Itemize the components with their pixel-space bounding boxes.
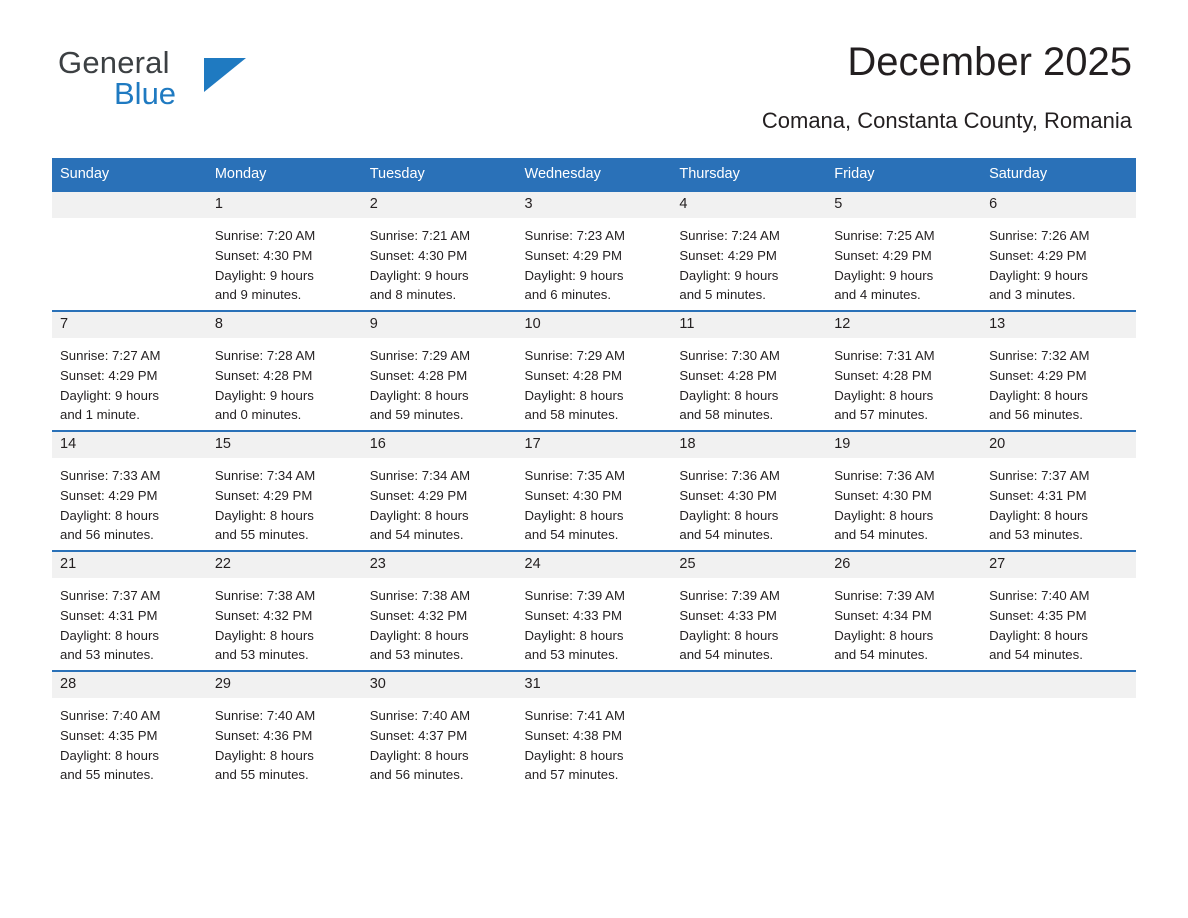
weekday-header-thursday: Thursday <box>671 158 826 191</box>
day-sun-info-line: and 6 minutes. <box>524 287 612 303</box>
day-number: 30 <box>362 672 517 698</box>
day-sun-info-line: Sunset: 4:34 PM <box>834 607 932 623</box>
day-number <box>52 192 207 218</box>
calendar-day-cell[interactable] <box>517 671 672 790</box>
calendar-day-cell[interactable] <box>671 311 826 431</box>
day-sun-info <box>671 578 826 665</box>
day-sun-info-line: Daylight: 8 hours <box>989 507 1089 523</box>
day-sun-info <box>517 218 672 305</box>
day-sun-info-line: Sunrise: 7:29 AM <box>524 348 625 363</box>
day-sun-info-line: Daylight: 8 hours <box>834 387 934 403</box>
calendar-day-cell[interactable] <box>517 431 672 551</box>
weekday-header-saturday: Saturday <box>981 158 1136 191</box>
day-number: 12 <box>826 312 981 338</box>
day-sun-info <box>517 458 672 545</box>
day-sun-info-line: Daylight: 8 hours <box>60 747 159 763</box>
day-sun-info-line: and 9 minutes. <box>214 287 302 303</box>
day-number: 22 <box>207 552 362 578</box>
day-sun-info-line: and 53 minutes. <box>524 647 619 663</box>
day-sun-info-line: Sunset: 4:29 PM <box>834 247 932 263</box>
day-number: 10 <box>517 312 672 338</box>
calendar-day-cell[interactable] <box>981 191 1136 311</box>
calendar-day-cell <box>52 191 207 311</box>
day-number: 3 <box>517 192 672 218</box>
day-sun-info-line: Daylight: 8 hours <box>369 627 469 643</box>
day-sun-info-line: Sunrise: 7:24 AM <box>679 228 780 243</box>
day-sun-info <box>981 578 1136 665</box>
day-sun-info <box>981 218 1136 305</box>
day-number: 19 <box>826 432 981 458</box>
day-sun-info-line: Daylight: 8 hours <box>524 627 624 643</box>
day-sun-info-line: Sunrise: 7:36 AM <box>834 468 935 483</box>
day-sun-info-line: Sunrise: 7:25 AM <box>834 228 935 243</box>
day-sun-info-line: Daylight: 8 hours <box>989 387 1089 403</box>
calendar-day-cell[interactable] <box>671 431 826 551</box>
logo-text-blue: Blue <box>114 76 177 111</box>
day-number: 9 <box>362 312 517 338</box>
day-sun-info-line: Daylight: 9 hours <box>989 267 1089 283</box>
calendar-day-cell[interactable] <box>362 191 517 311</box>
calendar-week-row <box>52 431 1136 551</box>
calendar-week-row <box>52 551 1136 671</box>
day-number: 2 <box>362 192 517 218</box>
day-number: 27 <box>981 552 1136 578</box>
calendar-body <box>52 191 1136 790</box>
day-sun-info-line: and 54 minutes. <box>679 527 774 543</box>
calendar-day-cell[interactable] <box>826 191 981 311</box>
day-sun-info-line: and 54 minutes. <box>679 647 774 663</box>
day-sun-info-line: and 53 minutes. <box>989 527 1083 543</box>
day-sun-info-line: Sunset: 4:30 PM <box>834 487 932 503</box>
calendar-day-cell[interactable] <box>826 431 981 551</box>
day-number: 25 <box>671 552 826 578</box>
day-sun-info-line: Sunset: 4:30 PM <box>524 487 623 503</box>
day-sun-info <box>207 338 362 425</box>
day-sun-info-line: Daylight: 8 hours <box>679 627 779 643</box>
day-sun-info-line: and 57 minutes. <box>834 407 929 423</box>
day-sun-info-line: and 55 minutes. <box>214 527 309 543</box>
day-sun-info-line: Sunset: 4:30 PM <box>369 247 468 263</box>
day-sun-info <box>826 578 981 665</box>
day-sun-info-line: Sunset: 4:29 PM <box>989 367 1087 383</box>
calendar-day-cell[interactable] <box>362 431 517 551</box>
day-sun-info-line: Sunrise: 7:20 AM <box>214 228 316 243</box>
day-sun-info-line: Daylight: 8 hours <box>834 507 934 523</box>
calendar-day-cell[interactable] <box>981 431 1136 551</box>
day-sun-info-line: Daylight: 8 hours <box>524 507 624 523</box>
day-number: 23 <box>362 552 517 578</box>
day-sun-info-line: Sunset: 4:36 PM <box>214 727 313 743</box>
day-sun-info-line: and 4 minutes. <box>834 287 921 303</box>
day-sun-info-line: Sunrise: 7:29 AM <box>369 348 471 363</box>
calendar-day-cell[interactable] <box>207 191 362 311</box>
day-sun-info-line: Sunrise: 7:38 AM <box>214 588 316 603</box>
calendar-day-cell[interactable] <box>52 431 207 551</box>
day-sun-info-line: and 54 minutes. <box>834 527 929 543</box>
day-sun-info-line: and 53 minutes. <box>60 647 154 663</box>
day-sun-info-line: Daylight: 9 hours <box>369 267 469 283</box>
sunrise-sunset-calendar <box>52 158 1136 790</box>
day-sun-info-line: Sunset: 4:28 PM <box>214 367 313 383</box>
day-number: 16 <box>362 432 517 458</box>
calendar-day-cell[interactable] <box>517 191 672 311</box>
day-sun-info-line: and 54 minutes. <box>524 527 619 543</box>
day-sun-info-line: and 56 minutes. <box>369 767 464 783</box>
logo-triangle-icon <box>204 58 246 92</box>
day-sun-info-line: Daylight: 8 hours <box>989 627 1089 643</box>
day-sun-info-line: Daylight: 8 hours <box>60 627 159 643</box>
general-blue-logo <box>58 46 288 116</box>
day-number: 15 <box>207 432 362 458</box>
calendar-week-row <box>52 671 1136 790</box>
day-sun-info-line: Sunset: 4:37 PM <box>369 727 468 743</box>
day-sun-info-line: Sunset: 4:35 PM <box>60 727 158 743</box>
day-sun-info-line: Sunset: 4:28 PM <box>524 367 623 383</box>
calendar-day-cell[interactable] <box>52 551 207 671</box>
day-sun-info <box>362 578 517 665</box>
day-sun-info-line: and 54 minutes. <box>834 647 929 663</box>
calendar-day-cell[interactable] <box>826 311 981 431</box>
day-sun-info-line: Sunrise: 7:35 AM <box>524 468 625 483</box>
day-sun-info <box>517 578 672 665</box>
day-sun-info-line: Sunrise: 7:34 AM <box>214 468 316 483</box>
day-sun-info-line: and 55 minutes. <box>60 767 154 783</box>
day-sun-info-line: Sunrise: 7:32 AM <box>989 348 1090 363</box>
calendar-day-cell[interactable] <box>362 311 517 431</box>
day-sun-info-line: Sunset: 4:29 PM <box>989 247 1087 263</box>
day-number: 1 <box>207 192 362 218</box>
weekday-header-wednesday: Wednesday <box>517 158 672 191</box>
day-sun-info-line: Daylight: 8 hours <box>679 387 779 403</box>
calendar-day-cell[interactable] <box>362 671 517 790</box>
day-sun-info-line: Sunrise: 7:41 AM <box>524 708 625 723</box>
day-sun-info-line: and 57 minutes. <box>524 767 619 783</box>
day-number: 11 <box>671 312 826 338</box>
day-sun-info-line: Sunrise: 7:40 AM <box>369 708 471 723</box>
day-sun-info <box>52 698 207 785</box>
day-number: 20 <box>981 432 1136 458</box>
day-sun-info-line: Sunrise: 7:39 AM <box>679 588 780 603</box>
day-sun-info-line: Sunrise: 7:30 AM <box>679 348 780 363</box>
day-sun-info-line: and 55 minutes. <box>214 767 309 783</box>
calendar-day-cell[interactable] <box>207 431 362 551</box>
day-sun-info-line: Sunrise: 7:36 AM <box>679 468 780 483</box>
day-sun-info-line: Sunset: 4:29 PM <box>679 247 777 263</box>
day-sun-info-line: Sunset: 4:30 PM <box>214 247 313 263</box>
day-sun-info-line: and 53 minutes. <box>369 647 464 663</box>
day-number: 6 <box>981 192 1136 218</box>
day-sun-info-line: Sunset: 4:28 PM <box>369 367 468 383</box>
day-sun-info-line: Daylight: 8 hours <box>214 747 314 763</box>
day-sun-info <box>981 338 1136 425</box>
day-sun-info <box>826 218 981 305</box>
calendar-day-cell[interactable] <box>671 191 826 311</box>
day-sun-info-line: Daylight: 9 hours <box>214 267 314 283</box>
day-sun-info <box>826 338 981 425</box>
calendar-day-cell[interactable] <box>207 671 362 790</box>
day-sun-info-line: Sunset: 4:29 PM <box>60 487 158 503</box>
day-sun-info-line: Sunrise: 7:37 AM <box>989 468 1090 483</box>
day-sun-info-line: and 54 minutes. <box>989 647 1083 663</box>
day-sun-info <box>52 338 207 425</box>
day-number: 29 <box>207 672 362 698</box>
day-sun-info-line: Sunset: 4:31 PM <box>989 487 1087 503</box>
day-sun-info <box>981 458 1136 545</box>
day-sun-info-line: Sunset: 4:28 PM <box>834 367 932 383</box>
day-sun-info <box>207 698 362 785</box>
day-number: 8 <box>207 312 362 338</box>
weekday-header-tuesday: Tuesday <box>362 158 517 191</box>
day-sun-info-line: Sunset: 4:32 PM <box>369 607 468 623</box>
day-sun-info-line: Daylight: 8 hours <box>834 627 934 643</box>
calendar-day-cell[interactable] <box>671 551 826 671</box>
day-sun-info-line: Daylight: 8 hours <box>214 507 314 523</box>
page-title: December 2025 <box>847 40 1132 84</box>
day-sun-info-line: Daylight: 9 hours <box>679 267 779 283</box>
day-sun-info-line: and 1 minute. <box>60 407 140 423</box>
day-sun-info-line: Daylight: 8 hours <box>369 507 469 523</box>
day-number: 24 <box>517 552 672 578</box>
weekday-header-sunday: Sunday <box>52 158 207 191</box>
day-number: 4 <box>671 192 826 218</box>
day-number: 28 <box>52 672 207 698</box>
day-sun-info-line: Sunrise: 7:26 AM <box>989 228 1090 243</box>
day-sun-info-line: Sunset: 4:32 PM <box>214 607 313 623</box>
calendar-day-cell <box>671 671 826 790</box>
day-sun-info-line: and 56 minutes. <box>989 407 1083 423</box>
day-sun-info-line: and 53 minutes. <box>214 647 309 663</box>
day-sun-info-line: Sunrise: 7:27 AM <box>60 348 161 363</box>
day-sun-info-line: Daylight: 8 hours <box>60 507 159 523</box>
day-sun-info-line: Sunset: 4:29 PM <box>214 487 313 503</box>
day-number <box>671 672 826 698</box>
calendar-week-row <box>52 311 1136 431</box>
day-sun-info-line: Sunset: 4:28 PM <box>679 367 777 383</box>
calendar-day-cell[interactable] <box>207 551 362 671</box>
day-sun-info-line: Sunrise: 7:39 AM <box>524 588 625 603</box>
page-subtitle-location: Comana, Constanta County, Romania <box>761 108 1132 133</box>
day-sun-info <box>671 458 826 545</box>
day-sun-info-line: and 54 minutes. <box>369 527 464 543</box>
day-sun-info <box>207 458 362 545</box>
day-sun-info-line: Daylight: 8 hours <box>679 507 779 523</box>
day-sun-info-line: Sunrise: 7:39 AM <box>834 588 935 603</box>
day-sun-info-line: and 59 minutes. <box>369 407 464 423</box>
day-sun-info-line: Sunset: 4:33 PM <box>524 607 623 623</box>
day-sun-info <box>517 698 672 785</box>
day-sun-info-line: Sunrise: 7:38 AM <box>369 588 471 603</box>
day-sun-info-line: Sunrise: 7:40 AM <box>989 588 1090 603</box>
day-number <box>981 672 1136 698</box>
day-sun-info-line: Sunset: 4:29 PM <box>369 487 468 503</box>
day-sun-info-line: Sunset: 4:29 PM <box>524 247 623 263</box>
weekday-header-monday: Monday <box>207 158 362 191</box>
day-sun-info <box>207 578 362 665</box>
calendar-day-cell[interactable] <box>981 551 1136 671</box>
day-sun-info <box>362 698 517 785</box>
day-sun-info <box>826 458 981 545</box>
day-sun-info-line: Daylight: 9 hours <box>524 267 624 283</box>
day-sun-info <box>362 218 517 305</box>
day-sun-info-line: Sunrise: 7:40 AM <box>214 708 316 723</box>
calendar-day-cell <box>981 671 1136 790</box>
calendar-day-cell[interactable] <box>52 671 207 790</box>
calendar-day-cell[interactable] <box>207 311 362 431</box>
day-number: 13 <box>981 312 1136 338</box>
calendar-day-cell[interactable] <box>517 311 672 431</box>
page-header <box>52 0 1136 133</box>
day-sun-info-line: Sunset: 4:29 PM <box>60 367 158 383</box>
day-number: 18 <box>671 432 826 458</box>
calendar-day-cell[interactable] <box>517 551 672 671</box>
day-sun-info-line: Sunrise: 7:28 AM <box>214 348 316 363</box>
day-sun-info <box>671 338 826 425</box>
day-sun-info-line: Sunrise: 7:31 AM <box>834 348 935 363</box>
day-sun-info <box>362 338 517 425</box>
day-number: 21 <box>52 552 207 578</box>
day-number: 31 <box>517 672 672 698</box>
day-sun-info <box>362 458 517 545</box>
calendar-day-cell[interactable] <box>52 311 207 431</box>
day-sun-info-line: and 58 minutes. <box>524 407 619 423</box>
day-sun-info-line: and 0 minutes. <box>214 407 302 423</box>
day-sun-info-line: Sunset: 4:35 PM <box>989 607 1087 623</box>
day-sun-info-line: Sunrise: 7:37 AM <box>60 588 161 603</box>
day-sun-info <box>517 338 672 425</box>
day-sun-info <box>52 458 207 545</box>
day-sun-info-line: Daylight: 9 hours <box>60 387 159 403</box>
calendar-day-cell[interactable] <box>826 551 981 671</box>
day-sun-info-line: Daylight: 8 hours <box>214 627 314 643</box>
day-sun-info <box>671 218 826 305</box>
day-sun-info-line: and 5 minutes. <box>679 287 766 303</box>
day-sun-info-line: Sunrise: 7:40 AM <box>60 708 161 723</box>
day-sun-info-line: Daylight: 8 hours <box>524 387 624 403</box>
calendar-day-cell <box>826 671 981 790</box>
day-number <box>826 672 981 698</box>
day-sun-info-line: Sunset: 4:31 PM <box>60 607 158 623</box>
day-sun-info-line: Daylight: 8 hours <box>524 747 624 763</box>
day-sun-info-line: Sunset: 4:30 PM <box>679 487 777 503</box>
day-number: 5 <box>826 192 981 218</box>
calendar-week-row <box>52 191 1136 311</box>
day-number: 7 <box>52 312 207 338</box>
day-sun-info-line: and 8 minutes. <box>369 287 457 303</box>
weekday-header-friday: Friday <box>826 158 981 191</box>
day-sun-info-line: Sunrise: 7:23 AM <box>524 228 625 243</box>
weekday-header-row <box>52 158 1136 191</box>
logo-text-general: General <box>58 45 170 80</box>
day-sun-info-line: Daylight: 8 hours <box>369 387 469 403</box>
day-sun-info <box>207 218 362 305</box>
day-sun-info-line: and 58 minutes. <box>679 407 774 423</box>
day-number: 26 <box>826 552 981 578</box>
day-sun-info-line: Daylight: 9 hours <box>214 387 314 403</box>
day-number: 14 <box>52 432 207 458</box>
day-sun-info-line: Sunset: 4:33 PM <box>679 607 777 623</box>
day-sun-info-line: and 56 minutes. <box>60 527 154 543</box>
day-sun-info-line: Daylight: 9 hours <box>834 267 934 283</box>
calendar-day-cell[interactable] <box>981 311 1136 431</box>
day-sun-info-line: Sunrise: 7:21 AM <box>369 228 471 243</box>
day-sun-info-line: Daylight: 8 hours <box>369 747 469 763</box>
day-number: 17 <box>517 432 672 458</box>
day-sun-info-line: Sunrise: 7:34 AM <box>369 468 471 483</box>
calendar-day-cell[interactable] <box>362 551 517 671</box>
day-sun-info-line: Sunset: 4:38 PM <box>524 727 623 743</box>
day-sun-info-line: and 3 minutes. <box>989 287 1076 303</box>
day-sun-info <box>52 578 207 665</box>
day-sun-info-line: Sunrise: 7:33 AM <box>60 468 161 483</box>
